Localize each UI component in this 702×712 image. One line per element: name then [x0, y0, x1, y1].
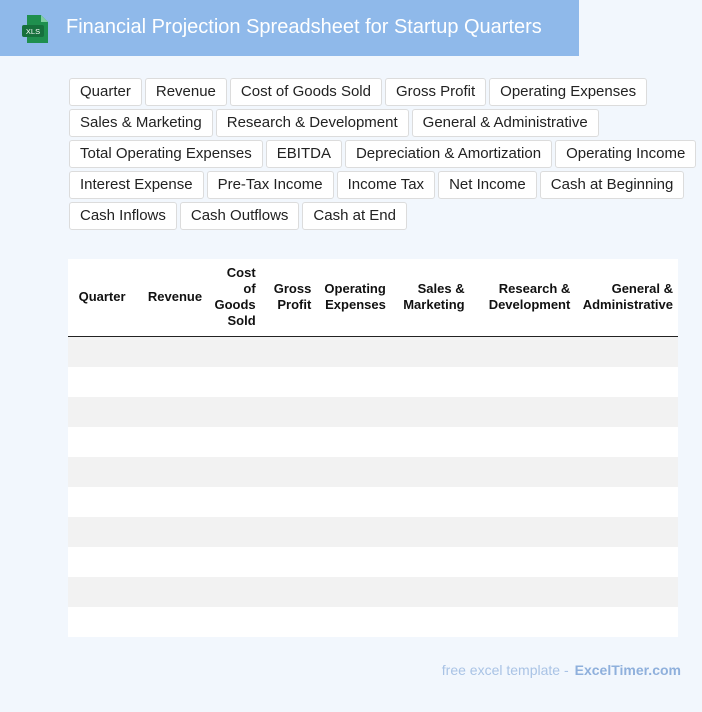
table-cell: [316, 607, 390, 637]
title-bar: [0, 0, 579, 56]
table-cell: [136, 547, 207, 577]
table-row: [68, 547, 678, 577]
excel-file-icon: [20, 13, 52, 45]
field-chip[interactable]: Cash at Beginning: [540, 171, 685, 199]
table-row: [68, 427, 678, 457]
column-header: Cost of Goods Sold: [207, 259, 261, 336]
field-chip[interactable]: EBITDA: [266, 140, 342, 168]
table-cell: [136, 517, 207, 547]
table-cell: [316, 487, 390, 517]
table-cell: [136, 367, 207, 397]
table-row: [68, 607, 678, 637]
table-cell: [391, 577, 470, 607]
field-chip[interactable]: Pre-Tax Income: [207, 171, 334, 199]
table-cell: [207, 577, 261, 607]
table-cell: [575, 457, 678, 487]
column-header: Gross Profit: [261, 259, 317, 336]
field-chip-list: [69, 78, 699, 230]
table-cell: [391, 487, 470, 517]
table-cell: [391, 607, 470, 637]
field-chip[interactable]: Depreciation & Amortization: [345, 140, 552, 168]
table-cell: [261, 517, 317, 547]
table-cell: [575, 547, 678, 577]
table-row: [68, 397, 678, 427]
table-cell: [470, 487, 576, 517]
column-header: Sales & Marketing: [391, 259, 470, 336]
table-cell: [68, 457, 136, 487]
table-cell: [391, 367, 470, 397]
page-title: Financial Projection Spreadsheet for Startup Quarters: [66, 16, 542, 38]
field-chip[interactable]: Cost of Goods Sold: [230, 78, 382, 106]
table-row: [68, 457, 678, 487]
table-cell: [207, 607, 261, 637]
table-cell: [136, 457, 207, 487]
field-chip[interactable]: Net Income: [438, 171, 537, 199]
table-cell: [316, 427, 390, 457]
table-cell: [575, 336, 678, 367]
table-cell: [575, 517, 678, 547]
table-cell: [136, 487, 207, 517]
table-cell: [261, 427, 317, 457]
table-cell: [470, 517, 576, 547]
table-cell: [261, 547, 317, 577]
table-cell: [68, 607, 136, 637]
table-cell: [136, 336, 207, 367]
table-cell: [316, 367, 390, 397]
table-cell: [136, 397, 207, 427]
table-cell: [316, 577, 390, 607]
table-cell: [136, 577, 207, 607]
data-table: [68, 259, 678, 637]
table-cell: [470, 367, 576, 397]
field-chip[interactable]: Interest Expense: [69, 171, 204, 199]
table-cell: [68, 367, 136, 397]
table-cell: [470, 607, 576, 637]
table-cell: [316, 336, 390, 367]
field-chip[interactable]: Cash Inflows: [69, 202, 177, 230]
table-cell: [470, 457, 576, 487]
table-cell: [391, 457, 470, 487]
column-header: Research & Development: [470, 259, 576, 336]
table-cell: [207, 397, 261, 427]
table-cell: [68, 487, 136, 517]
field-chip[interactable]: General & Administrative: [412, 109, 599, 137]
table-cell: [470, 427, 576, 457]
table-cell: [391, 517, 470, 547]
table-cell: [207, 367, 261, 397]
column-header: Operating Expenses: [316, 259, 390, 336]
table-cell: [261, 577, 317, 607]
field-chip[interactable]: Research & Development: [216, 109, 409, 137]
table-cell: [261, 487, 317, 517]
table-cell: [68, 577, 136, 607]
table-cell: [391, 397, 470, 427]
table-cell: [575, 607, 678, 637]
table-cell: [316, 457, 390, 487]
table-cell: [470, 397, 576, 427]
field-chip[interactable]: Total Operating Expenses: [69, 140, 263, 168]
column-header: Quarter: [68, 259, 136, 336]
field-chip[interactable]: Revenue: [145, 78, 227, 106]
table-cell: [391, 547, 470, 577]
table-cell: [68, 397, 136, 427]
table-cell: [136, 607, 207, 637]
svg-text:XLS: XLS: [25, 27, 41, 36]
table-cell: [207, 487, 261, 517]
table-cell: [207, 547, 261, 577]
table-cell: [316, 397, 390, 427]
table-cell: [68, 336, 136, 367]
table-cell: [470, 336, 576, 367]
table-cell: [575, 577, 678, 607]
footer-text: free excel template -: [441, 662, 569, 678]
table-cell: [68, 427, 136, 457]
column-header: General & Administrative: [575, 259, 678, 336]
table-cell: [207, 457, 261, 487]
table-cell: [575, 397, 678, 427]
field-chip[interactable]: Operating Income: [555, 140, 696, 168]
field-chip[interactable]: Gross Profit: [385, 78, 486, 106]
table-cell: [470, 547, 576, 577]
table-row: [68, 367, 678, 397]
table-cell: [261, 367, 317, 397]
table-cell: [316, 547, 390, 577]
table-cell: [136, 427, 207, 457]
field-chip[interactable]: Cash Outflows: [180, 202, 300, 230]
table-cell: [261, 336, 317, 367]
table-row: [68, 517, 678, 547]
field-chip[interactable]: Sales & Marketing: [69, 109, 213, 137]
field-chip[interactable]: Operating Expenses: [489, 78, 647, 106]
table-row: [68, 336, 678, 367]
table-cell: [391, 336, 470, 367]
field-chip[interactable]: Income Tax: [337, 171, 435, 199]
table-cell: [261, 397, 317, 427]
table-row: [68, 577, 678, 607]
table-cell: [261, 457, 317, 487]
table-cell: [575, 427, 678, 457]
table-cell: [207, 336, 261, 367]
table-cell: [316, 517, 390, 547]
field-chip[interactable]: Cash at End: [302, 202, 407, 230]
table-cell: [68, 547, 136, 577]
footer: [442, 662, 681, 678]
column-header: Revenue: [136, 259, 207, 336]
field-chip[interactable]: Quarter: [69, 78, 142, 106]
table-cell: [68, 517, 136, 547]
table-cell: [470, 577, 576, 607]
table-cell: [261, 607, 317, 637]
footer-brand-link[interactable]: ExcelTimer.com: [574, 662, 681, 678]
table-row: [68, 487, 678, 517]
table-cell: [575, 487, 678, 517]
table-cell: [391, 427, 470, 457]
table-header-row: [68, 259, 678, 336]
table-cell: [207, 517, 261, 547]
table-cell: [207, 427, 261, 457]
table-cell: [575, 367, 678, 397]
